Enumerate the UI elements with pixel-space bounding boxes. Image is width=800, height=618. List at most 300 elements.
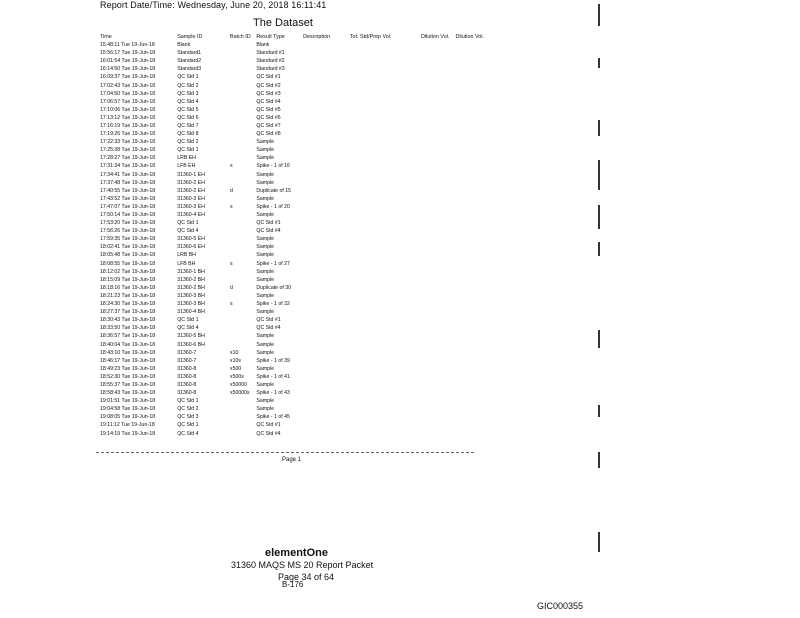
table-cell bbox=[303, 73, 350, 81]
table-cell bbox=[350, 81, 421, 89]
table-cell: 31360-3 EH bbox=[177, 203, 205, 210]
table-cell bbox=[350, 332, 421, 340]
table-cell: 17:13:12 Tue 19-Jun-18 bbox=[100, 114, 156, 121]
table-cell: 31360-5 BH bbox=[177, 333, 205, 340]
table-cell: x50000 bbox=[230, 381, 248, 388]
table-cell: Sample bbox=[256, 406, 274, 413]
table-row bbox=[100, 227, 490, 235]
table-cell: QC Std #6 bbox=[256, 114, 281, 121]
table-cell bbox=[421, 227, 456, 235]
table-cell: 17:19:26 Tue 19-Jun-18 bbox=[100, 131, 156, 138]
table-cell bbox=[303, 98, 350, 106]
table-cell bbox=[303, 251, 350, 259]
table-cell: Sample bbox=[256, 333, 274, 340]
dataset-table bbox=[100, 32, 490, 438]
table-cell bbox=[230, 268, 256, 276]
table-cell bbox=[455, 98, 490, 106]
table-cell bbox=[350, 162, 421, 170]
table-cell: Spike - 1 of 27 bbox=[256, 260, 290, 267]
table-row bbox=[100, 211, 490, 219]
table-cell bbox=[350, 251, 421, 259]
table-cell: QC Std 1 bbox=[177, 422, 199, 429]
table-cell bbox=[303, 316, 350, 324]
table-cell bbox=[350, 300, 421, 308]
table-cell bbox=[455, 381, 490, 389]
table-cell bbox=[455, 389, 490, 397]
table-cell bbox=[455, 162, 490, 170]
table-row bbox=[100, 130, 490, 138]
table-cell bbox=[421, 235, 456, 243]
table-cell bbox=[455, 203, 490, 211]
table-cell bbox=[303, 357, 350, 365]
table-cell bbox=[230, 292, 256, 300]
table-cell bbox=[350, 219, 421, 227]
table-cell bbox=[455, 365, 490, 373]
table-cell bbox=[455, 130, 490, 138]
table-cell bbox=[350, 146, 421, 154]
table-cell: LRB BH bbox=[177, 252, 196, 259]
table-row bbox=[100, 179, 490, 187]
table-cell: QC Std 4 bbox=[177, 228, 199, 235]
table-cell bbox=[350, 65, 421, 73]
table-cell: 17:53:20 Tue 19-Jun-18 bbox=[100, 220, 156, 227]
table-cell bbox=[303, 106, 350, 114]
table-cell bbox=[350, 195, 421, 203]
table-cell bbox=[350, 421, 421, 429]
table-cell bbox=[350, 106, 421, 114]
table-cell bbox=[303, 276, 350, 284]
table-cell bbox=[350, 268, 421, 276]
table-cell bbox=[230, 114, 256, 122]
table-cell: 19:08:05 Tue 19-Jun-18 bbox=[100, 414, 156, 421]
table-cell bbox=[350, 413, 421, 421]
table-cell bbox=[421, 41, 456, 49]
table-cell bbox=[230, 430, 256, 438]
table-cell bbox=[455, 171, 490, 179]
table-cell: Sample bbox=[256, 171, 274, 178]
table-cell bbox=[421, 430, 456, 438]
table-row bbox=[100, 365, 490, 373]
table-cell: QC Std #1 bbox=[256, 220, 281, 227]
table-body bbox=[100, 41, 490, 438]
table-cell bbox=[350, 41, 421, 49]
table-cell: 31360-8 bbox=[177, 390, 197, 397]
table-cell bbox=[421, 162, 456, 170]
table-cell: QC Std 3 bbox=[177, 414, 199, 421]
table-row bbox=[100, 138, 490, 146]
table-cell bbox=[350, 397, 421, 405]
table-row bbox=[100, 73, 490, 81]
table-cell: x500 bbox=[230, 365, 242, 372]
table-cell: QC Std 2 bbox=[177, 82, 199, 89]
table-cell bbox=[455, 300, 490, 308]
table-cell: QC Std 1 bbox=[177, 147, 199, 154]
table-cell: 31360-6 BH bbox=[177, 341, 205, 348]
table-cell: LFB BH bbox=[177, 260, 196, 267]
table-cell bbox=[230, 195, 256, 203]
table-cell: 17:40:55 Tue 19-Jun-18 bbox=[100, 187, 156, 194]
table-cell bbox=[455, 276, 490, 284]
table-cell: QC Std 1 bbox=[177, 317, 199, 324]
table-cell bbox=[230, 219, 256, 227]
table-cell bbox=[350, 405, 421, 413]
table-cell bbox=[350, 130, 421, 138]
table-cell bbox=[230, 106, 256, 114]
table-cell bbox=[455, 430, 490, 438]
table-cell: Spike - 1 of 39 bbox=[256, 357, 290, 364]
table-cell bbox=[421, 98, 456, 106]
table-cell bbox=[455, 260, 490, 268]
table-cell: QC Std #8 bbox=[256, 131, 281, 138]
table-cell bbox=[455, 211, 490, 219]
table-cell bbox=[230, 243, 256, 251]
footer-bates-number: B-176 bbox=[282, 580, 304, 589]
table-cell: QC Std 6 bbox=[177, 114, 199, 121]
table-cell bbox=[350, 57, 421, 65]
table-cell bbox=[350, 284, 421, 292]
table-cell: QC Std 4 bbox=[177, 430, 199, 437]
table-cell: QC Std #4 bbox=[256, 430, 281, 437]
table-cell bbox=[350, 114, 421, 122]
table-cell: Spike - 1 of 32 bbox=[256, 301, 290, 308]
table-cell bbox=[230, 235, 256, 243]
table-cell bbox=[421, 381, 456, 389]
table-cell: 31360-1 BH bbox=[177, 268, 205, 275]
table-row bbox=[100, 243, 490, 251]
table-row bbox=[100, 187, 490, 195]
table-cell: 31360-4 BH bbox=[177, 309, 205, 316]
table-cell bbox=[455, 195, 490, 203]
table-cell bbox=[350, 211, 421, 219]
table-cell: QC Std 2 bbox=[177, 139, 199, 146]
table-cell: 31360-6 EH bbox=[177, 244, 205, 251]
table-cell bbox=[421, 146, 456, 154]
table-cell bbox=[350, 389, 421, 397]
table-row bbox=[100, 316, 490, 324]
table-cell bbox=[455, 219, 490, 227]
table-cell bbox=[421, 171, 456, 179]
table-cell bbox=[421, 365, 456, 373]
table-cell: 17:28:27 Tue 19-Jun-18 bbox=[100, 155, 156, 162]
table-cell bbox=[455, 81, 490, 89]
table-cell bbox=[455, 332, 490, 340]
table-cell bbox=[303, 413, 350, 421]
table-cell bbox=[350, 324, 421, 332]
table-cell bbox=[455, 154, 490, 162]
table-cell bbox=[303, 203, 350, 211]
table-row bbox=[100, 49, 490, 57]
column-header: Sample ID bbox=[177, 33, 203, 40]
table-cell: Spike - 1 of 16 bbox=[256, 163, 290, 170]
table-cell: 17:06:57 Tue 19-Jun-18 bbox=[100, 98, 156, 105]
table-cell bbox=[303, 421, 350, 429]
table-cell bbox=[421, 332, 456, 340]
footer-report-title: 31360 MAQS MS 20 Report Packet bbox=[231, 560, 374, 570]
table-cell bbox=[421, 57, 456, 65]
table-cell: QC Std 7 bbox=[177, 122, 199, 129]
table-cell bbox=[455, 324, 490, 332]
table-cell bbox=[303, 122, 350, 130]
table-cell: QC Std 4 bbox=[177, 325, 199, 332]
table-cell: QC Std #4 bbox=[256, 98, 281, 105]
table-cell bbox=[303, 243, 350, 251]
table-cell: 31360-3 EH bbox=[177, 195, 205, 202]
table-cell bbox=[350, 187, 421, 195]
table-cell: Standard #3 bbox=[256, 66, 285, 73]
table-row bbox=[100, 146, 490, 154]
footer-page-number: Page 34 of 64 bbox=[278, 572, 335, 582]
table-cell: 15:48:11 Tue 19-Jun-18 bbox=[100, 42, 155, 49]
table-cell bbox=[350, 171, 421, 179]
table-cell bbox=[230, 81, 256, 89]
table-cell: 31360-8 bbox=[177, 365, 197, 372]
table-cell bbox=[421, 251, 456, 259]
table-cell bbox=[455, 292, 490, 300]
table-cell bbox=[455, 179, 490, 187]
table-row bbox=[100, 203, 490, 211]
table-cell bbox=[303, 57, 350, 65]
column-header: Tot. Std/Prep Vol. bbox=[349, 33, 392, 40]
table-cell: Standard2 bbox=[177, 58, 202, 65]
table-cell bbox=[303, 41, 350, 49]
table-cell: 17:02:43 Tue 19-Jun-18 bbox=[100, 82, 156, 89]
table-cell: Blank bbox=[177, 42, 191, 49]
table-cell: 18:27:37 Tue 19-Jun-18 bbox=[100, 309, 156, 316]
table-cell: 31360-3 BH bbox=[177, 292, 205, 299]
table-cell bbox=[455, 73, 490, 81]
table-cell bbox=[455, 284, 490, 292]
table-row bbox=[100, 57, 490, 65]
table-cell bbox=[303, 349, 350, 357]
table-cell: 18:55:37 Tue 19-Jun-18 bbox=[100, 381, 156, 388]
table-cell bbox=[230, 340, 256, 348]
table-cell bbox=[230, 130, 256, 138]
table-cell: QC Std 1 bbox=[177, 74, 199, 81]
table-cell bbox=[303, 300, 350, 308]
table-cell: Sample bbox=[256, 252, 274, 259]
table-cell: 17:37:48 Tue 19-Jun-18 bbox=[100, 179, 156, 186]
table-cell bbox=[455, 316, 490, 324]
page-label: Page 1 bbox=[282, 457, 302, 463]
table-cell: 17:50:14 Tue 19-Jun-18 bbox=[100, 212, 156, 219]
table-cell: 18:33:50 Tue 19-Jun-18 bbox=[100, 325, 156, 332]
table-row bbox=[100, 260, 490, 268]
table-cell: Standard #1 bbox=[256, 50, 285, 57]
table-cell bbox=[303, 90, 350, 98]
table-cell: 31360-2 EH bbox=[177, 187, 205, 194]
table-cell: s bbox=[230, 301, 233, 308]
table-row bbox=[100, 308, 490, 316]
table-cell: QC Std #1 bbox=[256, 317, 281, 324]
table-cell bbox=[303, 284, 350, 292]
column-header: Dilution Vol. bbox=[420, 33, 450, 40]
table-cell bbox=[421, 203, 456, 211]
table-cell bbox=[230, 211, 256, 219]
table-cell bbox=[230, 90, 256, 98]
table-cell bbox=[230, 413, 256, 421]
column-header: Batch ID bbox=[230, 33, 251, 40]
table-cell: 18:30:43 Tue 19-Jun-18 bbox=[100, 317, 156, 324]
table-cell bbox=[421, 81, 456, 89]
table-cell: Standard #2 bbox=[256, 58, 285, 65]
table-cell bbox=[455, 349, 490, 357]
table-cell bbox=[421, 49, 456, 57]
table-cell bbox=[421, 308, 456, 316]
table-cell: 18:24:30 Tue 19-Jun-18 bbox=[100, 301, 156, 308]
table-cell bbox=[455, 243, 490, 251]
table-row bbox=[100, 219, 490, 227]
table-cell: 18:36:57 Tue 19-Jun-18 bbox=[100, 333, 156, 340]
table-cell: 31360-5 EH bbox=[177, 236, 205, 243]
table-cell: 16:01:54 Tue 19-Jun-18 bbox=[100, 58, 156, 65]
table-cell bbox=[350, 316, 421, 324]
table-row bbox=[100, 284, 490, 292]
column-header: Description bbox=[303, 33, 331, 40]
table-cell bbox=[303, 373, 350, 381]
table-row bbox=[100, 430, 490, 438]
table-cell: 17:25:38 Tue 19-Jun-18 bbox=[100, 147, 156, 154]
table-cell bbox=[350, 373, 421, 381]
table-cell bbox=[455, 251, 490, 259]
table-cell bbox=[421, 340, 456, 348]
table-row bbox=[100, 381, 490, 389]
table-cell bbox=[455, 413, 490, 421]
table-cell bbox=[230, 251, 256, 259]
table-cell: 15:56:17 Tue 19-Jun-18 bbox=[100, 50, 156, 57]
table-cell bbox=[230, 122, 256, 130]
table-cell bbox=[350, 235, 421, 243]
table-cell bbox=[421, 357, 456, 365]
table-cell: Sample bbox=[256, 179, 274, 186]
table-cell bbox=[455, 227, 490, 235]
table-cell bbox=[303, 146, 350, 154]
table-cell bbox=[230, 138, 256, 146]
table-cell bbox=[421, 130, 456, 138]
table-cell bbox=[230, 308, 256, 316]
table-cell bbox=[303, 65, 350, 73]
table-cell: 17:31:34 Tue 19-Jun-18 bbox=[100, 163, 156, 170]
table-cell bbox=[350, 365, 421, 373]
table-cell bbox=[455, 187, 490, 195]
table-cell: Sample bbox=[256, 155, 274, 162]
table-cell bbox=[350, 243, 421, 251]
table-cell bbox=[303, 324, 350, 332]
table-cell bbox=[421, 122, 456, 130]
table-cell: QC Std #4 bbox=[256, 228, 281, 235]
table-cell bbox=[303, 397, 350, 405]
table-cell bbox=[350, 138, 421, 146]
table-header-row bbox=[100, 32, 490, 41]
table-cell bbox=[303, 49, 350, 57]
table-cell: Spike - 1 of 45 bbox=[256, 414, 290, 421]
table-cell bbox=[230, 65, 256, 73]
table-cell: Sample bbox=[256, 349, 274, 356]
table-cell: 19:01:51 Tue 19-Jun-18 bbox=[100, 398, 156, 405]
table-cell bbox=[421, 268, 456, 276]
table-row bbox=[100, 98, 490, 106]
table-cell: x10 bbox=[230, 349, 239, 356]
table-cell: 18:08:55 Tue 19-Jun-18 bbox=[100, 260, 156, 267]
table-row bbox=[100, 171, 490, 179]
table-cell: Duplicate of 30 bbox=[256, 284, 292, 291]
table-cell bbox=[230, 154, 256, 162]
table-cell bbox=[230, 332, 256, 340]
table-cell bbox=[303, 227, 350, 235]
table-cell: 18:05:48 Tue 19-Jun-18 bbox=[100, 252, 156, 259]
table-row bbox=[100, 114, 490, 122]
table-cell: 31360-1 EH bbox=[177, 171, 205, 178]
table-cell: Sample bbox=[256, 276, 274, 283]
table-cell: QC Std 4 bbox=[177, 98, 199, 105]
table-cell bbox=[455, 373, 490, 381]
table-cell: QC Std 3 bbox=[177, 90, 199, 97]
table-cell bbox=[421, 421, 456, 429]
table-cell: 17:10:06 Tue 19-Jun-18 bbox=[100, 106, 156, 113]
table-cell: Sample bbox=[256, 341, 274, 348]
table-cell: QC Std 2 bbox=[177, 406, 199, 413]
table-cell: Spike - 1 of 41 bbox=[256, 373, 290, 380]
table-cell bbox=[303, 268, 350, 276]
table-cell: 18:02:41 Tue 19-Jun-18 bbox=[100, 244, 156, 251]
table-cell: 17:16:19 Tue 19-Jun-18 bbox=[100, 122, 156, 129]
table-cell: Sample bbox=[256, 365, 274, 372]
table-cell bbox=[455, 138, 490, 146]
table-row bbox=[100, 65, 490, 73]
table-row bbox=[100, 106, 490, 114]
table-cell bbox=[230, 324, 256, 332]
table-cell bbox=[421, 397, 456, 405]
table-cell bbox=[350, 154, 421, 162]
table-cell bbox=[303, 138, 350, 146]
table-cell bbox=[230, 179, 256, 187]
column-header: Dilution Vol. bbox=[455, 33, 484, 40]
table-row bbox=[100, 122, 490, 130]
table-cell bbox=[455, 268, 490, 276]
table-row bbox=[100, 421, 490, 429]
table-cell: 18:12:02 Tue 19-Jun-18 bbox=[100, 268, 156, 275]
table-cell bbox=[350, 430, 421, 438]
table-cell bbox=[421, 300, 456, 308]
table-cell: QC Std #5 bbox=[256, 106, 281, 113]
table-cell bbox=[350, 308, 421, 316]
table-cell: 31360-7 bbox=[177, 349, 197, 356]
table-cell: x10s bbox=[230, 357, 241, 364]
table-cell bbox=[303, 154, 350, 162]
table-cell bbox=[455, 405, 490, 413]
table-cell: 18:52:30 Tue 19-Jun-18 bbox=[100, 373, 156, 380]
document-id: GIC000355 bbox=[537, 601, 584, 611]
table-cell: Sample bbox=[256, 244, 274, 251]
table-cell bbox=[421, 114, 456, 122]
table-cell: s bbox=[230, 163, 233, 170]
table-row bbox=[100, 251, 490, 259]
table-cell: 17:56:26 Tue 19-Jun-18 bbox=[100, 228, 156, 235]
table-cell: s bbox=[230, 203, 233, 210]
table-cell bbox=[455, 357, 490, 365]
table-cell: Standard3 bbox=[177, 66, 202, 73]
table-cell bbox=[421, 316, 456, 324]
table-cell bbox=[303, 405, 350, 413]
table-cell: 17:47:07 Tue 19-Jun-18 bbox=[100, 203, 156, 210]
table-cell bbox=[230, 146, 256, 154]
table-cell bbox=[455, 421, 490, 429]
table-row bbox=[100, 397, 490, 405]
table-row bbox=[100, 276, 490, 284]
table-cell: 31360-2 EH bbox=[177, 179, 205, 186]
table-cell bbox=[230, 405, 256, 413]
table-cell bbox=[455, 114, 490, 122]
table-cell bbox=[230, 171, 256, 179]
